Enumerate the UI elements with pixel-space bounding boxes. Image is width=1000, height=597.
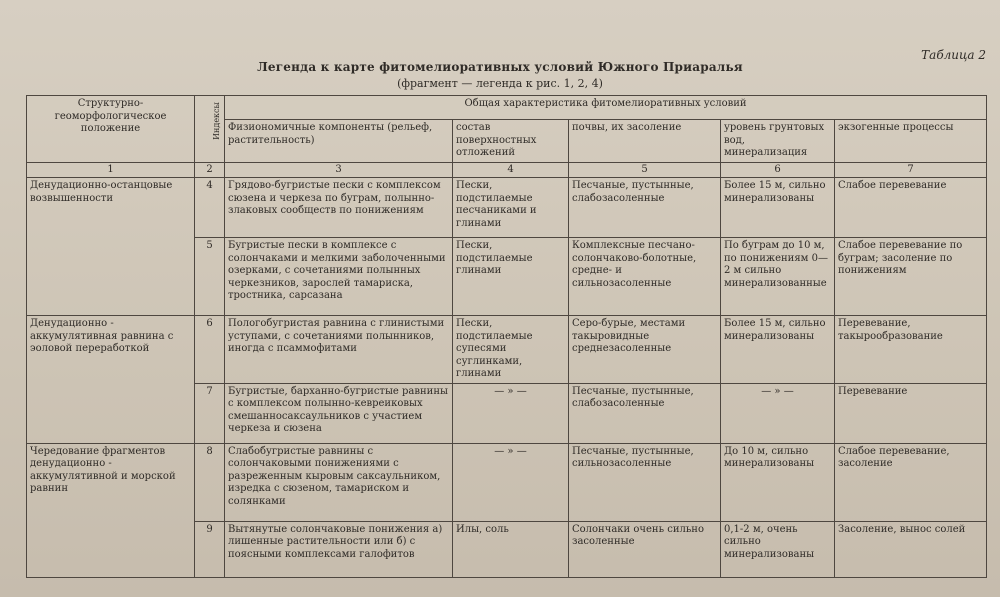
table-number: Таблица 2	[921, 48, 986, 62]
cell-processes: Слабое перевевание, засоление	[835, 443, 987, 521]
row-index: 9	[195, 521, 225, 577]
cell-groundwater: Более 15 м, сильно минерализованы	[721, 316, 835, 384]
cell-components: Бугристые, барханно-бугристые равнины с комплексом полынно-кевреиковых смешанносаксаульников с участием черкеза и сюзена	[225, 383, 453, 443]
cell-soils: Песчаные, пустынные, сильнозасоленные	[569, 443, 721, 521]
cell-components: Бугристые пески в комплексе с солончаками и мелкими заболоченными озерками, с сочетаниями полынных черкезников, зарослей тамариска, тростника, сарсазана	[225, 238, 453, 316]
header-col7: экзогенные процессы	[835, 120, 987, 163]
cell-processes: Засоление, вынос солей	[835, 521, 987, 577]
column-number: 7	[835, 162, 987, 178]
column-number: 2	[195, 162, 225, 178]
cell-processes: Перевевание, такырообразование	[835, 316, 987, 384]
header-col3: Физиономичные компоненты (рельеф, растительность)	[225, 120, 453, 163]
cell-soils: Комплексные песчано-солончаково-болотные, средне- и сильнозасоленные	[569, 238, 721, 316]
header-col2-label: Индексы	[211, 102, 221, 140]
cell-groundwater: 0,1-2 м, очень сильно минерализованы	[721, 521, 835, 577]
cell-groundwater: По буграм до 10 м, по понижениям 0—2 м сильно минерализованные	[721, 238, 835, 316]
column-number: 5	[569, 162, 721, 178]
cell-processes: Слабое перевевание	[835, 178, 987, 238]
cell-soils: Песчаные, пустынные, слабозасоленные	[569, 178, 721, 238]
column-number: 1	[27, 162, 195, 178]
cell-deposits: — » —	[453, 443, 569, 521]
legend-table	[26, 95, 987, 578]
cell-processes: Слабое перевевание по буграм; засоление по понижениям	[835, 238, 987, 316]
column-number: 4	[453, 162, 569, 178]
cell-soils: Солончаки очень сильно засоленные	[569, 521, 721, 577]
group-cell: Денудационно-останцовые возвышенности	[27, 178, 195, 316]
table-row	[27, 443, 987, 521]
table-subtitle: (фрагмент — легенда к рис. 1, 2, 4)	[397, 77, 603, 90]
row-index: 5	[195, 238, 225, 316]
row-index: 4	[195, 178, 225, 238]
cell-components: Вытянутые солончаковые понижения а) лишенные растительности или б) с поясными комплексами галофитов	[225, 521, 453, 577]
cell-deposits: Пески, подстилаемые песчаниками и глинами	[453, 178, 569, 238]
row-index: 6	[195, 316, 225, 384]
column-number: 3	[225, 162, 453, 178]
header-col2	[195, 96, 225, 163]
column-number: 6	[721, 162, 835, 178]
table-row	[27, 316, 987, 384]
table-row	[27, 178, 987, 238]
header-row-top	[27, 96, 987, 120]
cell-soils: Серо-бурые, местами такыровидные среднезасоленные	[569, 316, 721, 384]
cell-components: Пологобугристая равнина с глинистыми уступами, с сочетаниями полынников, иногда с псаммофитами	[225, 316, 453, 384]
row-index: 8	[195, 443, 225, 521]
cell-deposits: Пески, подстилаемые глинами	[453, 238, 569, 316]
cell-deposits: Илы, соль	[453, 521, 569, 577]
header-col1: Структурно-геоморфологическое положение	[27, 96, 195, 163]
cell-groundwater: — » —	[721, 383, 835, 443]
row-index: 7	[195, 383, 225, 443]
group-cell: Чередование фрагментов денудационно - аккумулятивной и морской равнин	[27, 443, 195, 577]
cell-processes: Перевевание	[835, 383, 987, 443]
header-group: Общая характеристика фитомелиоративных условий	[225, 96, 987, 120]
cell-deposits: — » —	[453, 383, 569, 443]
cell-soils: Песчаные, пустынные, слабозасоленные	[569, 383, 721, 443]
cell-components: Слабобугристые равнины с солончаковыми понижениями с разреженным кыровым саксаульником, изредка с сюзеном, тамариском и солянками	[225, 443, 453, 521]
table-title: Легенда к карте фитомелиоративных условий Южного Приаралья	[257, 60, 743, 74]
cell-components: Грядово-бугристые пески с комплексом сюзена и черкеза по буграм, полынно-злаковых сообществ по понижениям	[225, 178, 453, 238]
group-cell: Денудационно - аккумулятивная равнина с эоловой переработкой	[27, 316, 195, 444]
header-row-numbers	[27, 162, 987, 178]
cell-deposits: Пески, подстилаемые супесями суглинками, глинами	[453, 316, 569, 384]
header-col5: почвы, их засоление	[569, 120, 721, 163]
header-col4: состав поверхностных отложений	[453, 120, 569, 163]
cell-groundwater: До 10 м, сильно минерализованы	[721, 443, 835, 521]
cell-groundwater: Более 15 м, сильно минерализованы	[721, 178, 835, 238]
header-col6: уровень грунтовых вод, минерализация	[721, 120, 835, 163]
